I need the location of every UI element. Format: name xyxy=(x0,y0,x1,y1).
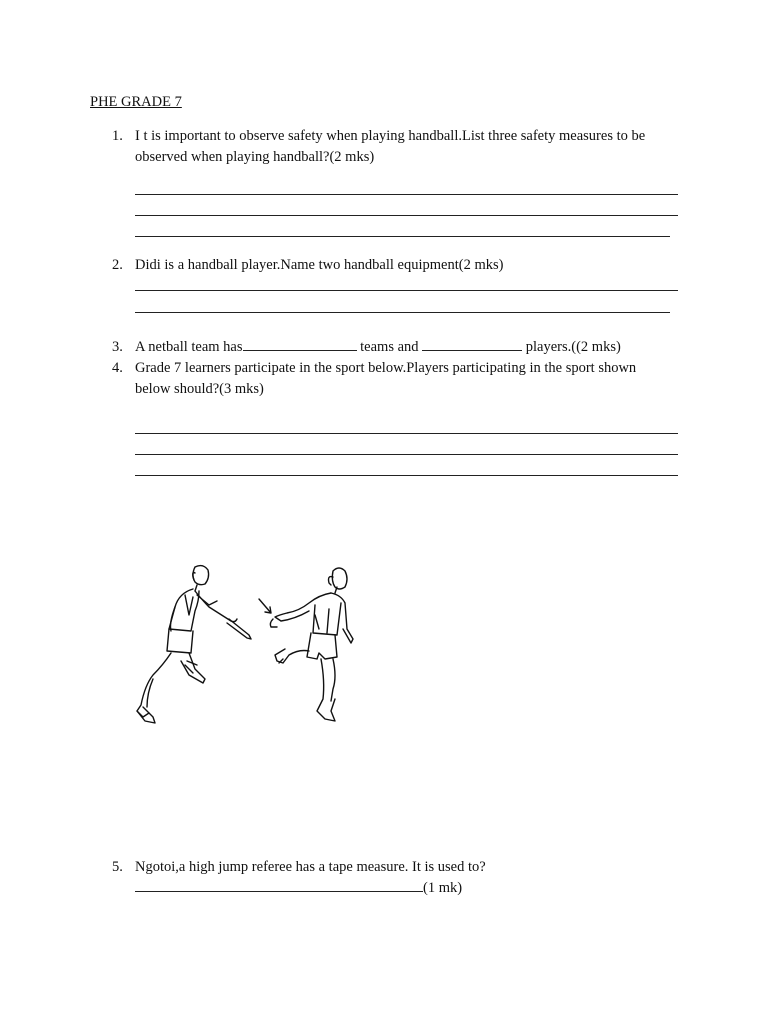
question-number: 5. xyxy=(112,859,123,875)
relay-baton-handover-icon xyxy=(125,555,365,740)
question-number: 2. xyxy=(112,257,123,273)
question-text: Didi is a handball player.Name two handball equipment(2 mks) xyxy=(135,257,504,273)
runner-right xyxy=(270,568,353,721)
question-number: 1. xyxy=(112,128,123,144)
answer-line[interactable] xyxy=(135,194,678,195)
mark-allocation: (1 mk) xyxy=(423,880,463,896)
fill-blank[interactable] xyxy=(422,337,522,351)
question-number: 4. xyxy=(112,360,123,376)
question-text: Ngotoi,a high jump referee has a tape measure. It is used to? xyxy=(135,859,486,875)
question-text: I t is important to observe safety when playing handball.List three safety measures to be xyxy=(135,128,646,144)
question-number: 3. xyxy=(112,339,123,355)
page-title: PHE GRADE 7 xyxy=(90,94,182,110)
question-text: Grade 7 learners participate in the sport below.Players participating in the sport shown xyxy=(135,360,637,376)
answer-line[interactable] xyxy=(135,290,678,291)
arrow-icon xyxy=(259,599,271,613)
answer-line[interactable] xyxy=(135,475,678,476)
question-text: players.((2 mks) xyxy=(522,339,621,355)
answer-line[interactable] xyxy=(135,454,678,455)
answer-line[interactable] xyxy=(135,215,678,216)
answer-line[interactable] xyxy=(135,312,670,313)
answer-line[interactable] xyxy=(135,236,670,237)
question-text: teams and xyxy=(356,339,423,355)
question-text: observed when playing handball?(2 mks) xyxy=(135,149,375,165)
question-text: A netball team has xyxy=(135,339,243,355)
question-text: below should?(3 mks) xyxy=(135,381,264,397)
fill-blank[interactable] xyxy=(135,878,423,892)
answer-line[interactable] xyxy=(135,433,678,434)
fill-blank[interactable] xyxy=(243,337,357,351)
runner-left xyxy=(137,566,251,723)
